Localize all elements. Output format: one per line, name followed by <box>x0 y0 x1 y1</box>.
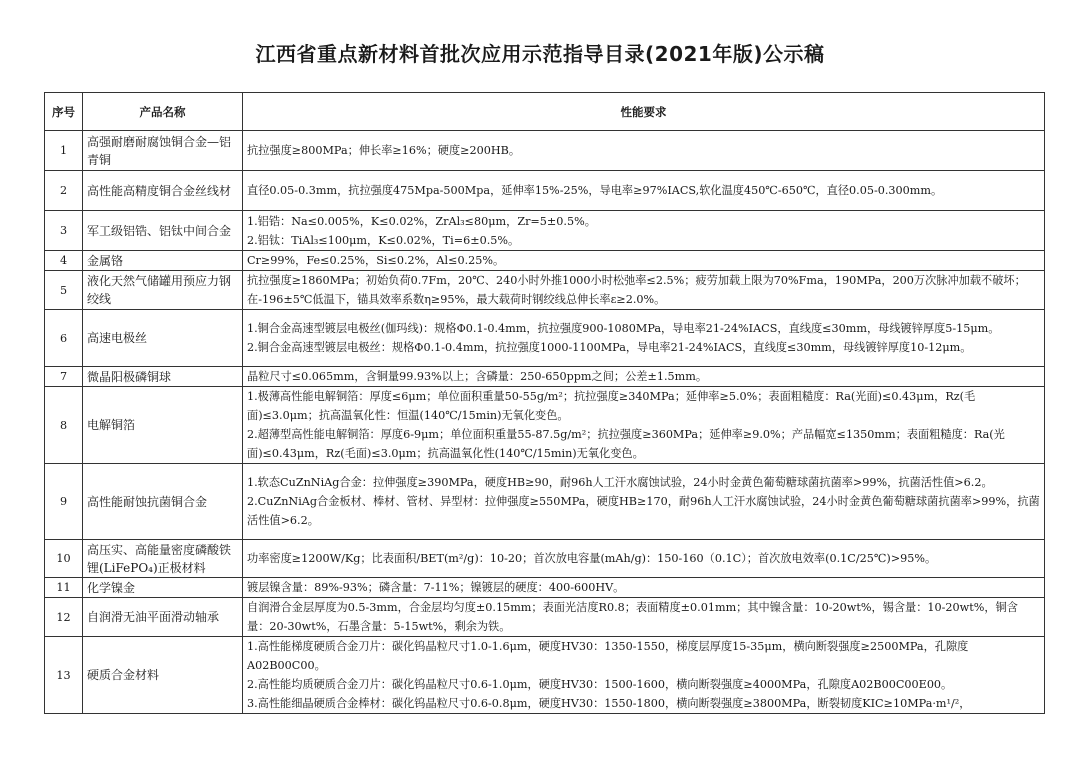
requirement-line: 2.铝钛：TiAl₃≤100μm，K≤0.02%，Ti=6±0.5%。 <box>247 233 520 247</box>
requirement-line: 3.高性能细晶硬质合金棒材：碳化钨晶粒尺寸0.6-0.8μm，硬度HV30：1550-1800，横向断裂强度≥3800MPa，断裂韧度KIC≥10MPa·m¹/²， <box>247 697 971 710</box>
table-header-row <box>45 93 1045 131</box>
requirements <box>243 131 1045 171</box>
product-name: 化学镍金 <box>83 578 243 598</box>
row-number: 5 <box>45 271 83 310</box>
row-number: 6 <box>45 310 83 367</box>
requirement-line: 2.CuZnNiAg合金板材、棒材、管材、异型材：拉伸强度≥550MPa，硬度HB≥170，耐96h人工汗水腐蚀试验，24小时金黄色葡萄糖球菌抗菌率>99%，抗菌活性值>6.2。 <box>247 495 1040 527</box>
requirement-line: 1.铜合金高速型镀层电极丝(伽玛线)：规格Φ0.1-0.4mm，抗拉强度900-1080MPa，导电率21-24%IACS，直线度≤30mm，母线镀锌厚度5-15μm。 <box>247 322 1000 335</box>
table-row <box>45 131 1045 171</box>
requirement-line: 2.高性能均质硬质合金刀片：碳化钨晶粒尺寸0.6-1.0μm，硬度HV30：1500-1600，横向断裂强度≥4000MPa，孔隙度A02B00C00E00。 <box>247 678 953 691</box>
row-number: 3 <box>45 211 83 251</box>
row-number: 11 <box>45 578 83 598</box>
row-number: 8 <box>45 387 83 464</box>
table-body <box>45 131 1045 714</box>
row-number: 12 <box>45 598 83 637</box>
product-name: 电解铜箔 <box>83 387 243 464</box>
requirement-line: 自润滑合金层厚度为0.5-3mm，合金层均匀度±0.15mm；表面光洁度R0.8；表面精度±0.01mm；其中镍含量：10-20wt%，锡含量：10-20wt%，铜含量：20-30wt%，石墨含量：5-15wt%，剩余为铁。 <box>247 601 1018 633</box>
table-row <box>45 578 1045 598</box>
requirements <box>243 367 1045 387</box>
product-name: 军工级铝锆、铝钛中间合金 <box>83 211 243 251</box>
header-req: 性能要求 <box>243 93 1045 131</box>
requirement-line: 2.超薄型高性能电解铜箔：厚度6-9μm；单位面积重量55-87.5g/m²；抗拉强度≥360MPa；延伸率≥9.0%；产品幅宽≤1350mm；表面粗糙度：Ra(光面)≤0.43μm，Rz(毛面)≤3.0μm；抗高温氧化性(140℃/15min)无氧化变色。 <box>247 428 1005 460</box>
row-number: 13 <box>45 637 83 714</box>
requirement-line: 晶粒尺寸≤0.065mm，含铜量99.93%以上；含磷量：250-650ppm之间；公差±1.5mm。 <box>247 370 708 383</box>
header-no: 序号 <box>45 93 83 131</box>
requirements <box>243 598 1045 637</box>
table-row <box>45 171 1045 211</box>
requirement-line: 抗拉强度≥800MPa；伸长率≥16%；硬度≥200HB。 <box>247 144 521 157</box>
requirements <box>243 464 1045 540</box>
requirement-line: 2.铜合金高速型镀层电极丝：规格Φ0.1-0.4mm，抗拉强度1000-1100MPa，导电率21-24%IACS，直线度≤30mm，母线镀锌厚度10-12μm。 <box>247 341 972 354</box>
header-name: 产品名称 <box>83 93 243 131</box>
requirements <box>243 578 1045 598</box>
table-row <box>45 598 1045 637</box>
requirements <box>243 211 1045 251</box>
row-number: 4 <box>45 251 83 271</box>
product-name: 金属铬 <box>83 251 243 271</box>
requirements <box>243 310 1045 367</box>
requirement-line: 1.极薄高性能电解铜箔：厚度≤6μm；单位面积重量50-55g/m²；抗拉强度≥340MPa；延伸率≥5.0%；表面粗糙度：Ra(光面)≤0.43μm，Rz(毛面)≤3.0μm；抗高温氧化性：恒温(140℃/15min)无氧化变色。 <box>247 390 976 422</box>
row-number: 7 <box>45 367 83 387</box>
product-name: 自润滑无油平面滑动轴承 <box>83 598 243 637</box>
requirements <box>243 251 1045 271</box>
table-row <box>45 211 1045 251</box>
product-name: 高强耐磨耐腐蚀铜合金—铝青铜 <box>83 131 243 171</box>
requirements <box>243 171 1045 211</box>
table-row <box>45 464 1045 540</box>
row-number: 2 <box>45 171 83 211</box>
product-name: 硬质合金材料 <box>83 637 243 714</box>
product-name: 微晶阳极磷铜球 <box>83 367 243 387</box>
row-number: 1 <box>45 131 83 171</box>
material-table <box>44 92 1045 714</box>
product-name: 液化天然气储罐用预应力钢绞线 <box>83 271 243 310</box>
requirement-line: 功率密度≥1200W/Kg；比表面积/BET(m²/g)：10-20；首次放电容量(mAh/g)：150-160（0.1C）；首次放电效率(0.1C/25℃)>95%。 <box>247 552 937 565</box>
product-name: 高性能高精度铜合金丝线材 <box>83 171 243 211</box>
table-row <box>45 271 1045 310</box>
product-name: 高速电极丝 <box>83 310 243 367</box>
requirement-line: 1.高性能梯度硬质合金刀片：碳化钨晶粒尺寸1.0-1.6μm，硬度HV30：1350-1550，梯度层厚度15-35μm，横向断裂强度≥2500MPa，孔隙度A02B00C00。 <box>247 640 969 672</box>
row-number: 9 <box>45 464 83 540</box>
requirement-line: 1.软态CuZnNiAg合金：拉伸强度≥390MPa，硬度HB≥90，耐96h人工汗水腐蚀试验，24小时金黄色葡萄糖球菌抗菌率>99%，抗菌活性值>6.2。 <box>247 476 993 489</box>
product-name: 高压实、高能量密度磷酸铁锂(LiFePO₄)正极材料 <box>83 540 243 578</box>
row-number: 10 <box>45 540 83 578</box>
table-row <box>45 367 1045 387</box>
table-row <box>45 387 1045 464</box>
table-row <box>45 251 1045 271</box>
requirements <box>243 637 1045 714</box>
requirement-line: 直径0.05-0.3mm，抗拉强度475Mpa-500Mpa，延伸率15%-25%，导电率≥97%IACS,软化温度450℃-650℃，直径0.05-0.300mm。 <box>247 184 943 197</box>
requirement-line: 1.铝锆：Na≤0.005%，K≤0.02%，ZrAl₃≤80μm，Zr=5±0.5%。 <box>247 214 596 228</box>
page-title: 江西省重点新材料首批次应用示范指导目录(2021年版)公示稿 <box>255 42 825 66</box>
table-row <box>45 637 1045 714</box>
table-row <box>45 310 1045 367</box>
requirement-line: 镀层镍含量：89%-93%；磷含量：7-11%；镍镀层的硬度：400-600HV。 <box>247 581 625 594</box>
table-row <box>45 540 1045 578</box>
requirement-line: Cr≥99%，Fe≤0.25%，Si≤0.2%，Al≤0.25%。 <box>247 254 505 267</box>
requirements <box>243 271 1045 310</box>
product-name: 高性能耐蚀抗菌铜合金 <box>83 464 243 540</box>
requirements <box>243 387 1045 464</box>
requirement-line: 抗拉强度≥1860MPa；初始负荷0.7Fm，20℃、240小时外推1000小时松弛率≤2.5%；疲劳加载上限为70%Fma，190MPa，200万次脉冲加载不破坏；在-196±5℃低温下，锚具效率系数η≥95%，最大载荷时钢绞线总伸长率ε≥2.0%。 <box>247 274 1026 306</box>
requirements <box>243 540 1045 578</box>
